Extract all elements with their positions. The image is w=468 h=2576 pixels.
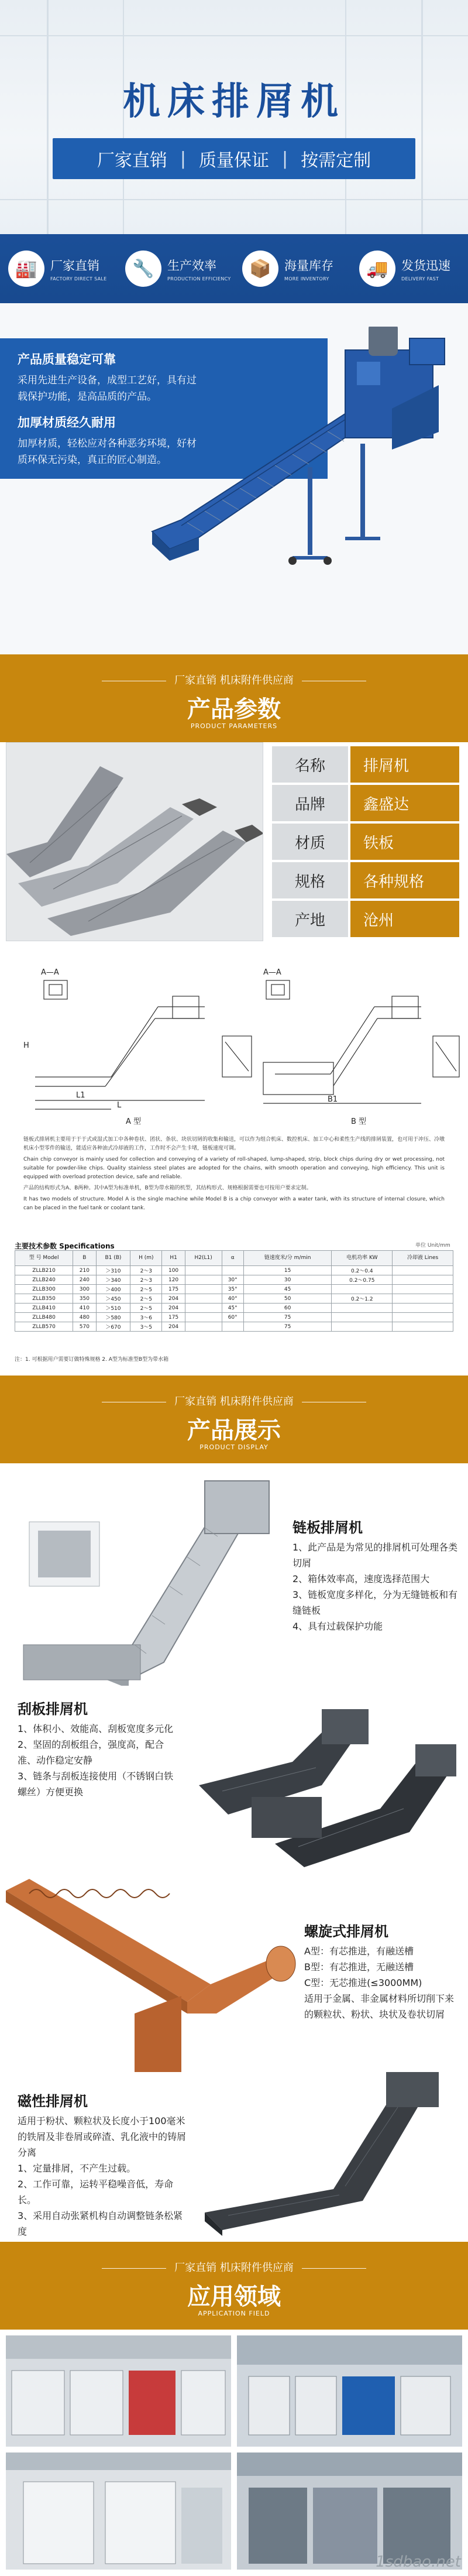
feature-item: 适用于金属、非金属材料所切削下来的颗粒状、粉状、块状及卷状切屑 (304, 1993, 455, 2020)
feature-item: A型：有芯推进，有融送槽 (304, 1946, 414, 1957)
spec-header-row (15, 1251, 453, 1266)
spec-cell (393, 1266, 453, 1275)
section-title-en: APPLICATION FIELD (198, 2310, 270, 2317)
param-row (272, 785, 459, 821)
warehouse-icon: 📦 (242, 251, 278, 287)
spec-header: H2(L1) (185, 1251, 222, 1266)
section-title: 产品展示 (187, 1417, 281, 1444)
param-key: 名称 (272, 746, 348, 783)
feature-label-en: PRODUCTION EFFICIENCY (167, 276, 231, 282)
product-name-spiral: 螺旋式排屑机 (304, 1923, 388, 1940)
spec-cell (185, 1266, 222, 1275)
spec-cell: 75 (243, 1313, 332, 1322)
spec-cell (185, 1294, 222, 1304)
spec-cell: 2～5 (130, 1304, 162, 1313)
feature-item: 3、链板宽度多样化，分为无缝链板和有缝链板 (292, 1589, 458, 1616)
feature-item: 3、链条与刮板连接使用（不锈钢白铁螺丝）方便更换 (18, 1771, 174, 1798)
section-title-en: PRODUCT PARAMETERS (190, 722, 278, 730)
spec-cell: ＞450 (96, 1294, 130, 1304)
spec-cell: 75 (243, 1322, 332, 1332)
feature-item: 4、具有过载保护功能 (292, 1621, 383, 1632)
spec-cell (332, 1285, 393, 1294)
spec-cell (185, 1275, 222, 1285)
chain-conveyor-image (12, 1475, 287, 1686)
product-name-chain: 链板排屑机 (292, 1519, 363, 1536)
spec-header: 型 号 Model (15, 1251, 73, 1266)
tag-direct-sale: 厂家直销 (97, 150, 167, 171)
spec-cell: 570 (73, 1322, 96, 1332)
feature-item: 3、采用自动张紧机构自动调整链条松紧度 (18, 2210, 183, 2237)
spec-cell: 3～6 (130, 1313, 162, 1322)
technical-drawing (0, 954, 468, 1130)
spec-cell: ＞510 (96, 1304, 130, 1313)
spec-unit: 单位 Unit/mm (415, 1243, 450, 1248)
spec-cell (185, 1322, 222, 1332)
spec-cell: 100 (162, 1266, 185, 1275)
spec-cell: 0.2～1.2 (332, 1294, 393, 1304)
spec-cell: 300 (73, 1285, 96, 1294)
spec-cell (332, 1304, 393, 1313)
spec-cell: 350 (73, 1294, 96, 1304)
section-title-en: PRODUCT DISPLAY (199, 1443, 269, 1451)
product-features-magnet (18, 2113, 187, 2239)
spec-cell: ＞400 (96, 1285, 130, 1294)
feature-factory (0, 234, 117, 303)
intro-heading-quality: 产品质量稳定可靠 (18, 352, 116, 366)
spec-cell: ＞310 (96, 1266, 130, 1275)
spec-cell: 40° (222, 1294, 243, 1304)
application-photo (237, 2452, 462, 2570)
spec-cell (332, 1322, 393, 1332)
spec-cell: 204 (162, 1322, 185, 1332)
spec-cell (185, 1285, 222, 1294)
spec-cell: 2～3 (130, 1275, 162, 1285)
spec-row (15, 1322, 453, 1332)
desc-paragraph: 产品的结构形式为A、B两种。其中A型为标准单机，B型为带水箱的机型，其结构形式、规格根据需要也可按用户要求定制。 (23, 1185, 312, 1191)
section-header-application (0, 2242, 468, 2330)
spec-cell: 45 (243, 1285, 332, 1294)
spec-cell: 120 (162, 1275, 185, 1285)
spec-cell: ZLLB300 (15, 1285, 73, 1294)
drawing-a-type-label: A 型 (126, 1117, 142, 1126)
application-photo (6, 2335, 231, 2447)
application-photo (6, 2452, 231, 2570)
product-features-chain (292, 1539, 462, 1634)
svg-text:B1: B1 (328, 1095, 338, 1104)
spec-header: α (222, 1251, 243, 1266)
spec-cell: ZLLB480 (15, 1313, 73, 1322)
tag-separator: | (180, 148, 186, 169)
section-subtitle: 厂家直销 机床附件供应商 (174, 2262, 294, 2274)
param-key: 品牌 (272, 785, 348, 821)
drawing-b-type-label: B 型 (351, 1117, 367, 1126)
feature-item: 2、工作可靠，运转平稳噪音低，寿命长。 (18, 2179, 174, 2205)
feature-label-en: MORE INVENTORY (284, 276, 329, 282)
application-photo (237, 2335, 462, 2447)
tag-custom: 按需定制 (301, 150, 371, 171)
spec-cell: 2～5 (130, 1294, 162, 1304)
spec-row (15, 1285, 453, 1294)
spec-cell: ZLLB350 (15, 1294, 73, 1304)
param-value: 铁板 (350, 824, 459, 860)
spec-cell (393, 1275, 453, 1285)
watermark: 1sdbao.net (376, 2553, 461, 2571)
feature-label: 发货迅速 (401, 258, 450, 273)
spec-cell (393, 1285, 453, 1294)
magnetic-conveyor-image (199, 2060, 462, 2236)
param-value: 鑫盛达 (350, 785, 459, 821)
spec-cell: 204 (162, 1304, 185, 1313)
tag-quality: 质量保证 (199, 150, 269, 171)
spec-row (15, 1313, 453, 1322)
feature-item: 2、坚固的刮板组合，强度高，配合准、动作稳定安静 (18, 1739, 164, 1766)
scraper-conveyor-image (187, 1692, 462, 1867)
product-photo (6, 742, 263, 941)
spec-cell: ＞340 (96, 1275, 130, 1285)
spec-cell: 35° (222, 1285, 243, 1294)
feature-item: C型：无芯推进(≤3000MM) (304, 1977, 422, 1988)
spec-cell: 30 (243, 1275, 332, 1285)
hero-title: 机床排屑机 (123, 80, 345, 124)
spec-cell: ＞670 (96, 1322, 130, 1332)
feature-label: 厂家直销 (50, 258, 99, 273)
intro-section (0, 303, 468, 654)
spec-cell: 480 (73, 1313, 96, 1322)
spec-header: H1 (162, 1251, 185, 1266)
spec-cell: 175 (162, 1313, 185, 1322)
feature-bar (0, 234, 468, 303)
param-value: 排屑机 (350, 746, 459, 783)
feature-delivery (351, 234, 468, 303)
spec-cell: ZLLB240 (15, 1275, 73, 1285)
section-header-params (0, 654, 468, 742)
spec-note: 注：1. 可根据用户需要订做特殊规格 2. A型为标准型B型为带水箱 (15, 1357, 169, 1363)
chip-conveyor-illustration (135, 327, 468, 631)
feature-item: 适用于粉状、颗粒状及长度小于100毫米的铁屑及非卷屑或碎渣、乳化液中的铸屑分离 (18, 2115, 187, 2158)
param-value: 各种规格 (350, 862, 459, 898)
spec-cell (393, 1304, 453, 1313)
desc-paragraph: It has two models of structure. Model A is the single machine while Model B is a chip conveyor with a water tank, with its structure of internal closure, which can be placed in the fuel tank or coolant tank. (23, 1196, 445, 1211)
spec-cell (185, 1313, 222, 1322)
product-features-scraper (18, 1721, 181, 1800)
spec-cell: 2～5 (130, 1285, 162, 1294)
param-table (272, 746, 459, 939)
spec-title: 主要技术参数 Specifications (15, 1242, 115, 1250)
feature-item: 1、此产品是为常见的排屑机可处理各类切屑 (292, 1542, 458, 1569)
param-value: 沧州 (350, 901, 459, 937)
section-title: 产品参数 (187, 696, 281, 723)
feature-label-en: DELIVERY FAST (401, 276, 439, 282)
feature-inventory (234, 234, 351, 303)
spec-cell (222, 1266, 243, 1275)
spec-cell: 60 (243, 1304, 332, 1313)
feature-label: 生产效率 (167, 258, 216, 273)
spec-cell (393, 1313, 453, 1322)
spec-cell: 2～3 (130, 1266, 162, 1275)
spec-cell: 0.2～0.4 (332, 1266, 393, 1275)
spec-header: B (73, 1251, 96, 1266)
intro-heading-material: 加厚材质经久耐用 (18, 416, 116, 430)
param-key: 规格 (272, 862, 348, 898)
product-name-magnet: 磁性排屑机 (18, 2093, 88, 2109)
truck-icon: 🚚 (359, 251, 395, 287)
param-row (272, 824, 459, 860)
feature-label-en: FACTORY DIRECT SALE (50, 276, 107, 282)
spec-cell (332, 1313, 393, 1322)
section-header-display (0, 1376, 468, 1463)
spec-header: 链速度米/分 m/min (243, 1251, 332, 1266)
spec-cell: 15 (243, 1266, 332, 1275)
spec-cell (393, 1322, 453, 1332)
intro-text-material: 加厚材质，轻松应对各种恶劣环境，好材质环保无污染，真正的匠心制造。 (18, 438, 197, 466)
spec-header: H (m) (130, 1251, 162, 1266)
svg-text:L: L (117, 1101, 122, 1110)
product-name-scraper: 刮板排屑机 (18, 1701, 88, 1717)
spec-row (15, 1275, 453, 1285)
drawing-section-label: A—A (263, 968, 281, 977)
section-subtitle: 厂家直销 机床附件供应商 (174, 674, 294, 687)
param-row (272, 901, 459, 937)
spec-cell: ZLLB410 (15, 1304, 73, 1313)
hero-tags (53, 138, 415, 179)
spec-cell: 210 (73, 1266, 96, 1275)
feature-efficiency (117, 234, 234, 303)
spec-cell: 175 (162, 1285, 185, 1294)
param-key: 材质 (272, 824, 348, 860)
drawing-section-label: A—A (41, 968, 59, 977)
feature-item: 1、定量排屑，不产生过载。 (18, 2163, 136, 2174)
spec-cell: 0.2～0.75 (332, 1275, 393, 1285)
feature-item: B型：有芯推进，无融送槽 (304, 1961, 414, 1973)
spec-cell: 3～5 (130, 1322, 162, 1332)
hero-banner (0, 0, 468, 234)
param-row (272, 746, 459, 783)
spiral-conveyor-image (6, 1861, 298, 2072)
spec-cell: 240 (73, 1275, 96, 1285)
param-row (272, 862, 459, 898)
intro-text-quality: 采用先进生产设备，成型工艺好，具有过载保护功能，是高品质的产品。 (18, 375, 197, 403)
spec-cell (393, 1294, 453, 1304)
product-description (23, 1136, 445, 1215)
desc-paragraph: Chain chip conveyor is mainly used for collection and conveying of a variety of roll-shaped, lump-shaped, strip, block chips during dry or wet processing, not suitable for powder-like chips. Quality stainless steel plates are adopted for the chains, with smooth operation and conveying, high efficiency. This unit is equipped with overload protection device, safe and reliable. (23, 1157, 445, 1180)
svg-text:H: H (23, 1041, 29, 1050)
spec-cell: 30° (222, 1275, 243, 1285)
spec-cell: ZLLB570 (15, 1322, 73, 1332)
spec-cell (222, 1322, 243, 1332)
feature-label: 海量库存 (284, 258, 333, 273)
spec-row (15, 1294, 453, 1304)
spec-cell: 410 (73, 1304, 96, 1313)
desc-paragraph: 链板式排屑机主要用于于于式或湿式加工中各种卷状、团状、条状、块状切屑的收集和输送，可以作为组合机床、数控机床、加工中心和柔性生产线的排屑装置，也可用于冲压、冷墩机床小型零件的输送，能适应各种油式冷却液的工作，工作时不会产生卡堵，链板速度可调。 (23, 1137, 445, 1151)
spec-row (15, 1304, 453, 1313)
spec-cell: 50 (243, 1294, 332, 1304)
spec-cell: ZLLB210 (15, 1266, 73, 1275)
feature-item: 2、箱体效率高，速度选择范围大 (292, 1573, 430, 1584)
section-title: 应用领域 (187, 2283, 281, 2310)
spec-cell: 60° (222, 1313, 243, 1322)
spec-header: B1 (B) (96, 1251, 130, 1266)
section-subtitle: 厂家直销 机床附件供应商 (174, 1395, 294, 1408)
product-features-spiral (304, 1943, 456, 2022)
param-key: 产地 (272, 901, 348, 937)
tools-icon: 🔧 (125, 251, 161, 287)
spec-cell (185, 1304, 222, 1313)
spec-cell: 204 (162, 1294, 185, 1304)
spec-cell: ＞580 (96, 1313, 130, 1322)
spec-header: 冷却液 Lines (393, 1251, 453, 1266)
feature-item: 1、体积小、效能高、刮板宽度多元化 (18, 1723, 174, 1734)
factory-icon: 🏭 (8, 251, 44, 287)
spec-header: 电机功率 KW (332, 1251, 393, 1266)
spec-cell: 45° (222, 1304, 243, 1313)
spec-row (15, 1266, 453, 1275)
svg-text:L1: L1 (76, 1091, 85, 1100)
spec-table (15, 1250, 453, 1332)
tag-separator: | (282, 148, 288, 169)
